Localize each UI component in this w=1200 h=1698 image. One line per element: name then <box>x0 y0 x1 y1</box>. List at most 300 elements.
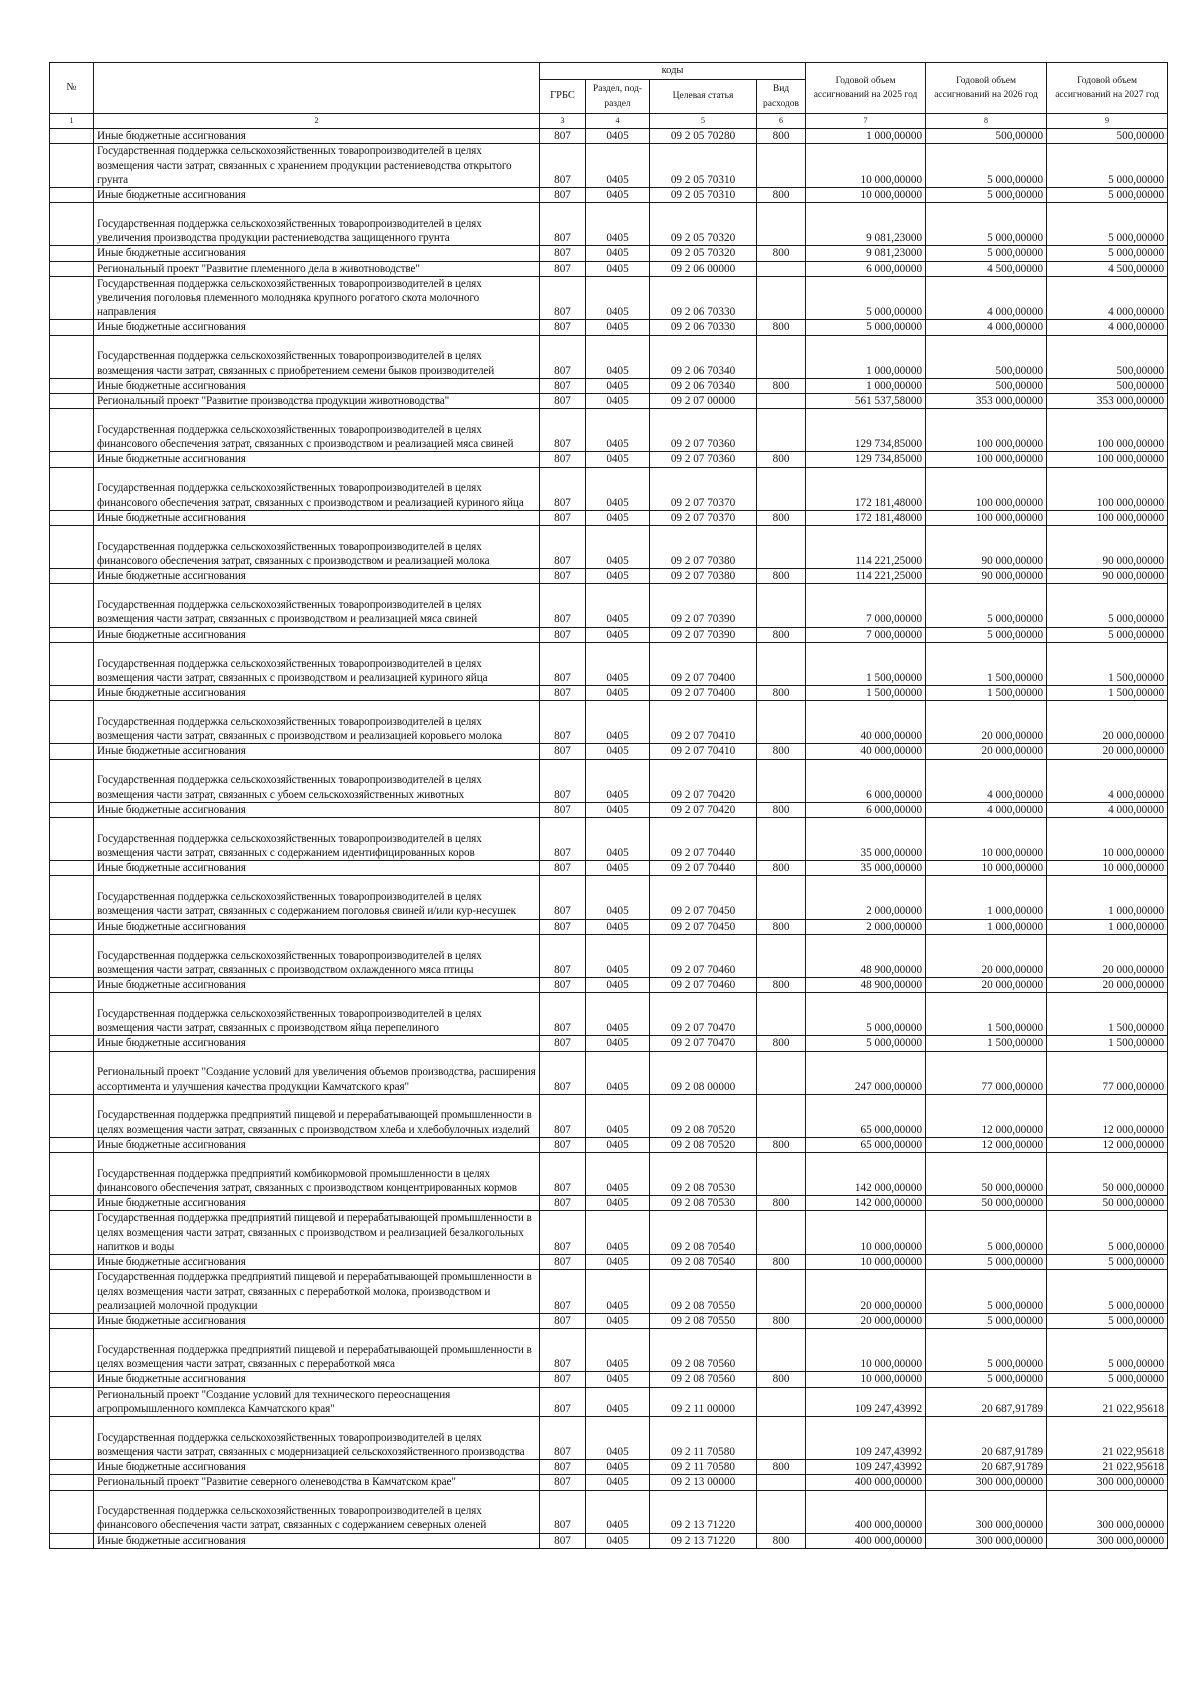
table-row <box>50 1270 1168 1314</box>
row-exp-type <box>757 526 806 569</box>
row-description: Иные бюджетные ассигнования <box>94 1313 540 1328</box>
row-value-2025: 2 000,00000 <box>806 876 926 919</box>
row-target: 09 2 07 70420 <box>650 802 757 817</box>
row-section: 0405 <box>586 276 650 320</box>
row-value-2026: 4 000,00000 <box>926 802 1047 817</box>
table-row <box>50 526 1168 569</box>
row-value-2027: 1 500,00000 <box>1047 642 1168 685</box>
row-exp-type <box>757 1211 806 1255</box>
row-value-2027: 500,00000 <box>1047 129 1168 144</box>
row-value-2026: 50 000,00000 <box>926 1153 1047 1196</box>
row-exp-type: 800 <box>757 1313 806 1328</box>
row-value-2027: 100 000,00000 <box>1047 467 1168 510</box>
table-row <box>50 569 1168 584</box>
row-target: 09 2 06 70330 <box>650 276 757 320</box>
row-description: Государственная поддержка сельскохозяйственных товаропроизводителей в целях возмещения части затрат, связанных с содержанием поголовья свиней и/или кур-несушек <box>94 876 540 919</box>
row-value-2025: 5 000,00000 <box>806 276 926 320</box>
header-number: № <box>50 63 94 114</box>
table-row <box>50 1372 1168 1387</box>
row-number-cell <box>50 1416 94 1459</box>
row-target: 09 2 08 70540 <box>650 1211 757 1255</box>
row-target: 09 2 07 70450 <box>650 919 757 934</box>
row-number-cell <box>50 569 94 584</box>
row-description: Иные бюджетные ассигнования <box>94 188 540 203</box>
row-value-2026: 12 000,00000 <box>926 1094 1047 1137</box>
row-exp-type <box>757 817 806 860</box>
row-value-2026: 10 000,00000 <box>926 817 1047 860</box>
row-value-2025: 5 000,00000 <box>806 1036 926 1051</box>
row-value-2025: 9 081,23000 <box>806 203 926 246</box>
row-number-cell <box>50 1372 94 1387</box>
row-target: 09 2 07 00000 <box>650 394 757 409</box>
row-value-2025: 129 734,85000 <box>806 409 926 452</box>
column-number: 3 <box>540 114 586 129</box>
table-row <box>50 335 1168 378</box>
row-exp-type <box>757 701 806 744</box>
row-value-2025: 10 000,00000 <box>806 144 926 188</box>
row-value-2027: 5 000,00000 <box>1047 627 1168 642</box>
row-value-2026: 100 000,00000 <box>926 452 1047 467</box>
row-value-2027: 1 500,00000 <box>1047 685 1168 700</box>
row-description: Региональный проект "Создание условий для технического переоснащения агропромышленного комплекса Камчатского края" <box>94 1387 540 1416</box>
row-exp-type <box>757 203 806 246</box>
row-section: 0405 <box>586 1490 650 1533</box>
row-grbs: 807 <box>540 1329 586 1372</box>
row-number-cell <box>50 394 94 409</box>
row-target: 09 2 07 70460 <box>650 934 757 977</box>
row-target: 09 2 08 70530 <box>650 1153 757 1196</box>
column-number: 1 <box>50 114 94 129</box>
row-exp-type <box>757 1387 806 1416</box>
row-section: 0405 <box>586 320 650 335</box>
row-value-2026: 100 000,00000 <box>926 467 1047 510</box>
table-row <box>50 685 1168 700</box>
row-value-2027: 5 000,00000 <box>1047 1255 1168 1270</box>
row-target: 09 2 07 70410 <box>650 744 757 759</box>
row-grbs: 807 <box>540 1460 586 1475</box>
table-row <box>50 802 1168 817</box>
row-number-cell <box>50 1211 94 1255</box>
table-row <box>50 188 1168 203</box>
row-section: 0405 <box>586 701 650 744</box>
row-target: 09 2 08 70530 <box>650 1196 757 1211</box>
row-value-2027: 5 000,00000 <box>1047 1211 1168 1255</box>
row-value-2027: 77 000,00000 <box>1047 1051 1168 1094</box>
row-description: Государственная поддержка сельскохозяйственных товаропроизводителей в целях возмещения части затрат, связанных с производством и реализацией мяса свиней <box>94 584 540 627</box>
row-number-cell <box>50 144 94 188</box>
row-exp-type: 800 <box>757 1196 806 1211</box>
row-section: 0405 <box>586 802 650 817</box>
row-target: 09 2 06 70340 <box>650 378 757 393</box>
row-value-2025: 6 000,00000 <box>806 802 926 817</box>
row-section: 0405 <box>586 861 650 876</box>
row-value-2027: 10 000,00000 <box>1047 817 1168 860</box>
row-section: 0405 <box>586 759 650 802</box>
row-number-cell <box>50 1036 94 1051</box>
row-value-2027: 12 000,00000 <box>1047 1137 1168 1152</box>
row-section: 0405 <box>586 335 650 378</box>
row-target: 09 2 08 70520 <box>650 1137 757 1152</box>
header-target: Целевая статья <box>650 80 757 114</box>
row-section: 0405 <box>586 1387 650 1416</box>
row-value-2025: 114 221,25000 <box>806 526 926 569</box>
row-grbs: 807 <box>540 977 586 992</box>
table-row <box>50 1460 1168 1475</box>
row-section: 0405 <box>586 1329 650 1372</box>
row-exp-type: 800 <box>757 919 806 934</box>
row-exp-type <box>757 759 806 802</box>
row-value-2025: 142 000,00000 <box>806 1196 926 1211</box>
row-number-cell <box>50 203 94 246</box>
row-value-2026: 4 000,00000 <box>926 759 1047 802</box>
row-exp-type <box>757 934 806 977</box>
row-value-2025: 48 900,00000 <box>806 977 926 992</box>
row-grbs: 807 <box>540 1313 586 1328</box>
row-section: 0405 <box>586 1094 650 1137</box>
row-description: Государственная поддержка сельскохозяйственных товаропроизводителей в целях финансового обеспечения затрат, связанных с производством и реализацией мяса свиней <box>94 409 540 452</box>
row-exp-type: 800 <box>757 802 806 817</box>
row-grbs: 807 <box>540 394 586 409</box>
row-value-2027: 4 000,00000 <box>1047 802 1168 817</box>
row-value-2025: 400 000,00000 <box>806 1533 926 1548</box>
row-value-2027: 300 000,00000 <box>1047 1533 1168 1548</box>
row-target: 09 2 07 70370 <box>650 467 757 510</box>
row-number-cell <box>50 817 94 860</box>
row-value-2026: 90 000,00000 <box>926 569 1047 584</box>
table-row <box>50 246 1168 261</box>
row-exp-type: 800 <box>757 510 806 525</box>
row-exp-type: 800 <box>757 452 806 467</box>
row-value-2027: 1 500,00000 <box>1047 993 1168 1036</box>
row-value-2027: 5 000,00000 <box>1047 246 1168 261</box>
row-section: 0405 <box>586 1460 650 1475</box>
row-exp-type: 800 <box>757 1372 806 1387</box>
row-value-2027: 5 000,00000 <box>1047 1270 1168 1314</box>
row-grbs: 807 <box>540 276 586 320</box>
row-value-2026: 300 000,00000 <box>926 1490 1047 1533</box>
row-description: Государственная поддержка предприятий пищевой и перерабатывающей промышленности в целях возмещения части затрат, связанных с производством хлеба и хлебобулочных изделий <box>94 1094 540 1137</box>
row-description: Иные бюджетные ассигнования <box>94 378 540 393</box>
row-grbs: 807 <box>540 1416 586 1459</box>
row-description: Иные бюджетные ассигнования <box>94 1036 540 1051</box>
row-description: Государственная поддержка сельскохозяйственных товаропроизводителей в целях возмещения части затрат, связанных с модернизацией сельскохозяйственного производства <box>94 1416 540 1459</box>
row-description: Иные бюджетные ассигнования <box>94 1137 540 1152</box>
row-number-cell <box>50 378 94 393</box>
row-grbs: 807 <box>540 701 586 744</box>
row-section: 0405 <box>586 188 650 203</box>
row-description: Государственная поддержка сельскохозяйственных товаропроизводителей в целях финансового обеспечения затрат, связанных с производством и реализацией куриного яйца <box>94 467 540 510</box>
row-description: Иные бюджетные ассигнования <box>94 320 540 335</box>
row-section: 0405 <box>586 1475 650 1490</box>
row-description: Иные бюджетные ассигнования <box>94 802 540 817</box>
row-value-2025: 48 900,00000 <box>806 934 926 977</box>
row-value-2025: 9 081,23000 <box>806 246 926 261</box>
row-target: 09 2 07 70380 <box>650 569 757 584</box>
row-exp-type <box>757 1475 806 1490</box>
row-value-2027: 500,00000 <box>1047 378 1168 393</box>
row-section: 0405 <box>586 1533 650 1548</box>
row-grbs: 807 <box>540 1137 586 1152</box>
row-exp-type <box>757 335 806 378</box>
row-value-2025: 1 000,00000 <box>806 378 926 393</box>
header-2025: Годовой объем ассигнований на 2025 год <box>806 63 926 114</box>
header-2026: Годовой объем ассигнований на 2026 год <box>926 63 1047 114</box>
row-grbs: 807 <box>540 1036 586 1051</box>
row-number-cell <box>50 1270 94 1314</box>
row-section: 0405 <box>586 144 650 188</box>
row-value-2027: 100 000,00000 <box>1047 510 1168 525</box>
row-exp-type: 800 <box>757 188 806 203</box>
row-section: 0405 <box>586 1211 650 1255</box>
row-value-2027: 21 022,95618 <box>1047 1387 1168 1416</box>
table-row <box>50 993 1168 1036</box>
row-target: 09 2 07 70470 <box>650 993 757 1036</box>
table-row <box>50 1329 1168 1372</box>
row-grbs: 807 <box>540 934 586 977</box>
row-value-2026: 20 687,91789 <box>926 1416 1047 1459</box>
column-number: 4 <box>586 114 650 129</box>
row-description: Государственная поддержка сельскохозяйственных товаропроизводителей в целях возмещения части затрат, связанных с содержанием идентифицированных коров <box>94 817 540 860</box>
table-row <box>50 1051 1168 1094</box>
row-value-2025: 10 000,00000 <box>806 1255 926 1270</box>
row-description: Государственная поддержка предприятий пищевой и перерабатывающей промышленности в целях возмещения части затрат, связанных с производством и реализацией безалкогольных напитков и воды <box>94 1211 540 1255</box>
budget-table <box>49 62 1168 1549</box>
row-value-2025: 40 000,00000 <box>806 744 926 759</box>
row-value-2026: 10 000,00000 <box>926 861 1047 876</box>
row-grbs: 807 <box>540 378 586 393</box>
row-number-cell <box>50 802 94 817</box>
column-numbers-row <box>50 114 1168 129</box>
row-exp-type <box>757 1329 806 1372</box>
row-number-cell <box>50 1387 94 1416</box>
row-value-2027: 353 000,00000 <box>1047 394 1168 409</box>
row-value-2025: 65 000,00000 <box>806 1137 926 1152</box>
row-value-2025: 7 000,00000 <box>806 584 926 627</box>
row-value-2026: 20 000,00000 <box>926 977 1047 992</box>
row-grbs: 807 <box>540 1533 586 1548</box>
row-grbs: 807 <box>540 569 586 584</box>
row-section: 0405 <box>586 467 650 510</box>
row-number-cell <box>50 467 94 510</box>
table-row <box>50 129 1168 144</box>
row-value-2025: 10 000,00000 <box>806 1372 926 1387</box>
row-description: Иные бюджетные ассигнования <box>94 744 540 759</box>
row-number-cell <box>50 335 94 378</box>
column-number: 2 <box>94 114 540 129</box>
table-row <box>50 1137 1168 1152</box>
row-exp-type <box>757 642 806 685</box>
row-number-cell <box>50 627 94 642</box>
row-description: Региональный проект "Развитие производства продукции животноводства" <box>94 394 540 409</box>
row-value-2027: 1 000,00000 <box>1047 919 1168 934</box>
row-value-2026: 300 000,00000 <box>926 1475 1047 1490</box>
row-description: Государственная поддержка сельскохозяйственных товаропроизводителей в целях финансового обеспечения затрат, связанных с производством и реализацией молока <box>94 526 540 569</box>
row-exp-type <box>757 144 806 188</box>
row-section: 0405 <box>586 1313 650 1328</box>
row-exp-type: 800 <box>757 977 806 992</box>
row-value-2027: 4 000,00000 <box>1047 276 1168 320</box>
row-value-2027: 12 000,00000 <box>1047 1094 1168 1137</box>
row-value-2025: 129 734,85000 <box>806 452 926 467</box>
row-description: Государственная поддержка предприятий пищевой и перерабатывающей промышленности в целях возмещения части затрат, связанных с переработкой мяса <box>94 1329 540 1372</box>
table-row <box>50 861 1168 876</box>
row-exp-type <box>757 993 806 1036</box>
row-value-2025: 109 247,43992 <box>806 1387 926 1416</box>
row-description: Иные бюджетные ассигнования <box>94 1533 540 1548</box>
row-target: 09 2 08 70520 <box>650 1094 757 1137</box>
row-grbs: 807 <box>540 1255 586 1270</box>
row-value-2026: 4 000,00000 <box>926 276 1047 320</box>
row-value-2025: 6 000,00000 <box>806 261 926 276</box>
row-grbs: 807 <box>540 584 586 627</box>
row-value-2027: 100 000,00000 <box>1047 409 1168 452</box>
table-row <box>50 642 1168 685</box>
row-section: 0405 <box>586 394 650 409</box>
row-value-2026: 20 687,91789 <box>926 1460 1047 1475</box>
row-value-2026: 5 000,00000 <box>926 1329 1047 1372</box>
table-row <box>50 1094 1168 1137</box>
row-number-cell <box>50 861 94 876</box>
row-exp-type: 800 <box>757 685 806 700</box>
row-section: 0405 <box>586 977 650 992</box>
row-exp-type <box>757 584 806 627</box>
row-target: 09 2 05 70310 <box>650 144 757 188</box>
row-value-2025: 10 000,00000 <box>806 188 926 203</box>
row-number-cell <box>50 977 94 992</box>
row-target: 09 2 07 70470 <box>650 1036 757 1051</box>
row-value-2027: 300 000,00000 <box>1047 1490 1168 1533</box>
row-description: Государственная поддержка сельскохозяйственных товаропроизводителей в целях возмещения части затрат, связанных с производством и реализацией куриного яйца <box>94 642 540 685</box>
row-value-2026: 4 000,00000 <box>926 320 1047 335</box>
row-number-cell <box>50 642 94 685</box>
table-row <box>50 1196 1168 1211</box>
row-value-2026: 1 000,00000 <box>926 876 1047 919</box>
row-value-2025: 561 537,58000 <box>806 394 926 409</box>
row-description: Государственная поддержка сельскохозяйственных товаропроизводителей в целях возмещения части затрат, связанных с приобретением семени быков производителей <box>94 335 540 378</box>
row-number-cell <box>50 1094 94 1137</box>
row-section: 0405 <box>586 934 650 977</box>
row-description: Региональный проект "Развитие северного оленеводства в Камчатском крае" <box>94 1475 540 1490</box>
row-value-2027: 21 022,95618 <box>1047 1416 1168 1459</box>
row-grbs: 807 <box>540 802 586 817</box>
row-value-2026: 20 687,91789 <box>926 1387 1047 1416</box>
row-grbs: 807 <box>540 144 586 188</box>
row-description: Иные бюджетные ассигнования <box>94 919 540 934</box>
row-value-2027: 5 000,00000 <box>1047 203 1168 246</box>
row-value-2025: 2 000,00000 <box>806 919 926 934</box>
row-section: 0405 <box>586 1372 650 1387</box>
row-target: 09 2 07 70460 <box>650 977 757 992</box>
row-grbs: 807 <box>540 188 586 203</box>
row-target: 09 2 07 70410 <box>650 701 757 744</box>
row-exp-type: 800 <box>757 569 806 584</box>
row-target: 09 2 07 70440 <box>650 817 757 860</box>
row-exp-type: 800 <box>757 1255 806 1270</box>
row-grbs: 807 <box>540 467 586 510</box>
row-section: 0405 <box>586 510 650 525</box>
row-description: Государственная поддержка сельскохозяйственных товаропроизводителей в целях возмещения части затрат, связанных с производством охлажденного мяса птицы <box>94 934 540 977</box>
row-value-2026: 20 000,00000 <box>926 744 1047 759</box>
row-target: 09 2 13 71220 <box>650 1533 757 1548</box>
row-section: 0405 <box>586 203 650 246</box>
row-grbs: 807 <box>540 1211 586 1255</box>
row-exp-type <box>757 409 806 452</box>
row-number-cell <box>50 510 94 525</box>
table-row <box>50 977 1168 992</box>
row-value-2026: 1 500,00000 <box>926 993 1047 1036</box>
row-description: Иные бюджетные ассигнования <box>94 627 540 642</box>
header-codes: коды <box>540 63 806 80</box>
table-row <box>50 759 1168 802</box>
row-description: Иные бюджетные ассигнования <box>94 569 540 584</box>
row-section: 0405 <box>586 1036 650 1051</box>
table-row <box>50 144 1168 188</box>
row-number-cell <box>50 409 94 452</box>
row-exp-type: 800 <box>757 1460 806 1475</box>
row-description: Иные бюджетные ассигнования <box>94 861 540 876</box>
row-value-2026: 50 000,00000 <box>926 1196 1047 1211</box>
row-number-cell <box>50 261 94 276</box>
row-target: 09 2 07 70390 <box>650 584 757 627</box>
row-grbs: 807 <box>540 1196 586 1211</box>
row-exp-type <box>757 1094 806 1137</box>
header-grbs: ГРБС <box>540 80 586 114</box>
row-section: 0405 <box>586 584 650 627</box>
row-section: 0405 <box>586 1255 650 1270</box>
row-value-2025: 5 000,00000 <box>806 320 926 335</box>
row-value-2026: 20 000,00000 <box>926 934 1047 977</box>
row-value-2026: 4 500,00000 <box>926 261 1047 276</box>
row-value-2025: 1 500,00000 <box>806 642 926 685</box>
row-description: Государственная поддержка сельскохозяйственных товаропроизводителей в целях увеличения поголовья племенного молодняка крупного рогатого скота молочного направления <box>94 276 540 320</box>
row-value-2026: 5 000,00000 <box>926 246 1047 261</box>
row-number-cell <box>50 1153 94 1196</box>
table-row <box>50 1533 1168 1548</box>
table-row <box>50 1416 1168 1459</box>
column-number: 9 <box>1047 114 1168 129</box>
row-description: Иные бюджетные ассигнования <box>94 1255 540 1270</box>
row-number-cell <box>50 1255 94 1270</box>
row-value-2026: 1 000,00000 <box>926 919 1047 934</box>
row-value-2027: 50 000,00000 <box>1047 1196 1168 1211</box>
row-number-cell <box>50 246 94 261</box>
row-number-cell <box>50 1533 94 1548</box>
header-section: Раздел, под-раздел <box>586 80 650 114</box>
table-row <box>50 467 1168 510</box>
row-exp-type: 800 <box>757 1533 806 1548</box>
row-value-2026: 1 500,00000 <box>926 1036 1047 1051</box>
row-section: 0405 <box>586 409 650 452</box>
row-exp-type <box>757 1490 806 1533</box>
row-grbs: 807 <box>540 526 586 569</box>
table-row <box>50 409 1168 452</box>
column-number: 6 <box>757 114 806 129</box>
row-exp-type <box>757 394 806 409</box>
row-section: 0405 <box>586 919 650 934</box>
row-value-2025: 10 000,00000 <box>806 1211 926 1255</box>
row-number-cell <box>50 1460 94 1475</box>
row-grbs: 807 <box>540 1051 586 1094</box>
row-grbs: 807 <box>540 1270 586 1314</box>
row-target: 09 2 07 70400 <box>650 642 757 685</box>
row-target: 09 2 13 00000 <box>650 1475 757 1490</box>
row-target: 09 2 06 00000 <box>650 261 757 276</box>
table-row <box>50 817 1168 860</box>
row-section: 0405 <box>586 685 650 700</box>
row-grbs: 807 <box>540 203 586 246</box>
row-target: 09 2 05 70310 <box>650 188 757 203</box>
row-description: Иные бюджетные ассигнования <box>94 685 540 700</box>
